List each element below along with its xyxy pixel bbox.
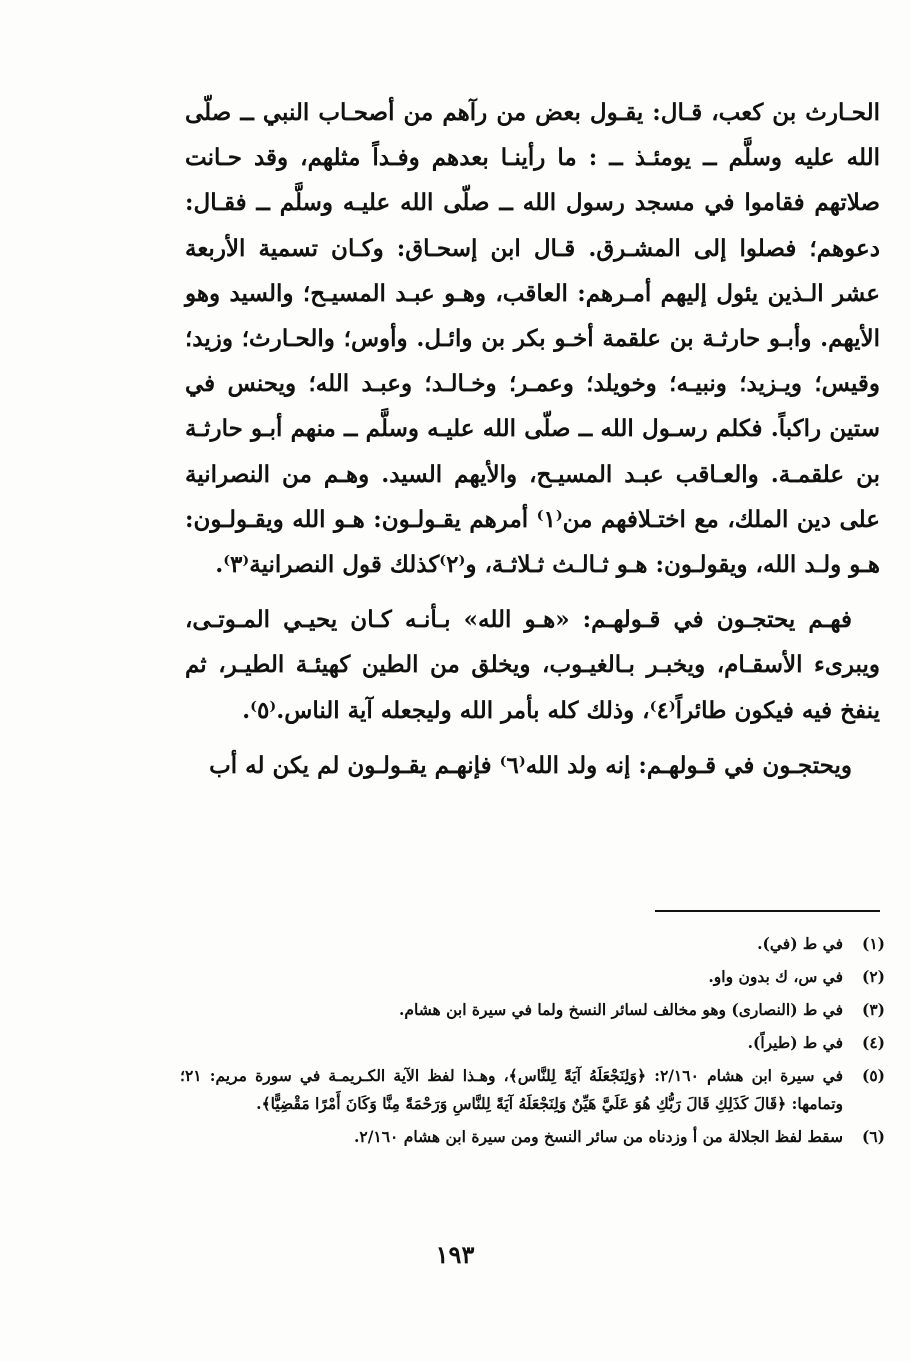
footnote-item [180, 1062, 885, 1118]
footnote-separator [655, 910, 880, 912]
footnote-number: (٢) [861, 967, 885, 986]
footnote-item [180, 1029, 885, 1057]
footnote-text: في سيرة ابن هشام ٢/١٦٠: ﴿وَلِنَجْعَلَهُ آيَةً لِلنَّاس﴾، وهـذا لفظ الآية الكـريمـة في سورة مريم: ٢١؛ وتمامها: ﴿قَالَ كَذَلِكِ قَالَ رَبُّكِ هُوَ عَلَيَّ هَيِّنٌ وَلِنَجْعَلَهُ آيَةً لِلنَّاسِ وَرَحْمَةً مِنَّا وَكَانَ أَمْرًا مَقْضِيًّا﴾. [180, 1066, 844, 1113]
paragraph: الحـارث بن كعب، قـال: يقـول بعض من رآهم من أصحـاب النبي ــ صلّى الله عليه وسلَّم ــ يومئـذ ــ : ما رأينـا بعدهم وفـداً مثلهم، وقد حـانت صلاتهم فقاموا في مسجد رسول الله ــ صلّى الله عليـه وسلَّم ــ فقـال: دعوهم؛ فصلوا إلى المشـرق. قـال ابن إسحـاق: وكـان تسمية الأربعة عشر الـذين يئول إليهم أمـرهم: العاقب، وهـو عبـد المسيـح؛ والسيد وهو الأيهم. وأبـو حارثـة بن علقمة أخـو بكر بن وائـل. وأوس؛ والحـارث؛ وزيد؛ وقيس؛ ويـزيد؛ ونبيـه؛ وخويلد؛ وعمـر؛ وخـالـد؛ وعبـد الله؛ ويحنس في ستين راكباً. فكلم رسـول الله ــ صلّى الله عليـه وسلَّم ــ منهم أبـو حارثـة بن علقمـة. والعـاقب عبـد المسيـح، والأيهم السيد. وهـم من النصرانية على دين الملك، مع اختـلافهم من⁽١⁾ أمرهم يقـولـون: هـو الله ويقـولـون: هـو ولـد الله، ويقولـون: هـو ثـالـث ثـلاثـة، و⁽٢⁾كذلك قول النصرانية⁽٣⁾. [185, 99, 880, 579]
footnote-number: (٣) [861, 1000, 885, 1019]
footnote-number: (١) [861, 934, 885, 953]
footnote-text: في ط (النصارى) وهو مخالف لسائر النسخ ولما في سيرة ابن هشام. [398, 1000, 843, 1019]
footnote-text: في ط (في). [757, 934, 843, 953]
footnote-number: (٤) [861, 1033, 885, 1052]
paragraph: ويحتجـون في قـولهـم: إنه ولد الله⁽٦⁾ فإنهـم يقـولـون لم يكن له أب [209, 751, 852, 779]
footnote-item [180, 930, 885, 958]
footnotes [180, 930, 885, 1156]
main-text-block [185, 90, 880, 788]
page-number: ١٩٣ [435, 1240, 475, 1269]
footnote-number: (٦) [861, 1127, 885, 1146]
footnote-text: في س، ك بدون واو. [708, 967, 843, 986]
footnote-item [180, 996, 885, 1024]
footnote-item [180, 963, 885, 991]
paragraph: فهـم يحتجـون في قـولهـم: «هـو الله» بـأنـه كـان يحيـي المـوتـى، ويبرىء الأسقـام، ويخبـر بـالغيـوب، ويخلق من الطين كهيئـة الطيـر، ثم ينفخ فيه فيكون طائراً⁽٤⁾، وذلك كله بأمر الله وليجعله آية الناس.⁽٥⁾. [185, 606, 880, 724]
footnote-text: سقط لفظ الجلالة من أ وزدناه من سائر النسخ ومن سيرة ابن هشام ٢/١٦٠. [354, 1127, 843, 1146]
footnote-number: (٥) [861, 1066, 885, 1085]
footnote-text: في ط (طيراً). [747, 1033, 843, 1052]
footnote-item [180, 1123, 885, 1151]
